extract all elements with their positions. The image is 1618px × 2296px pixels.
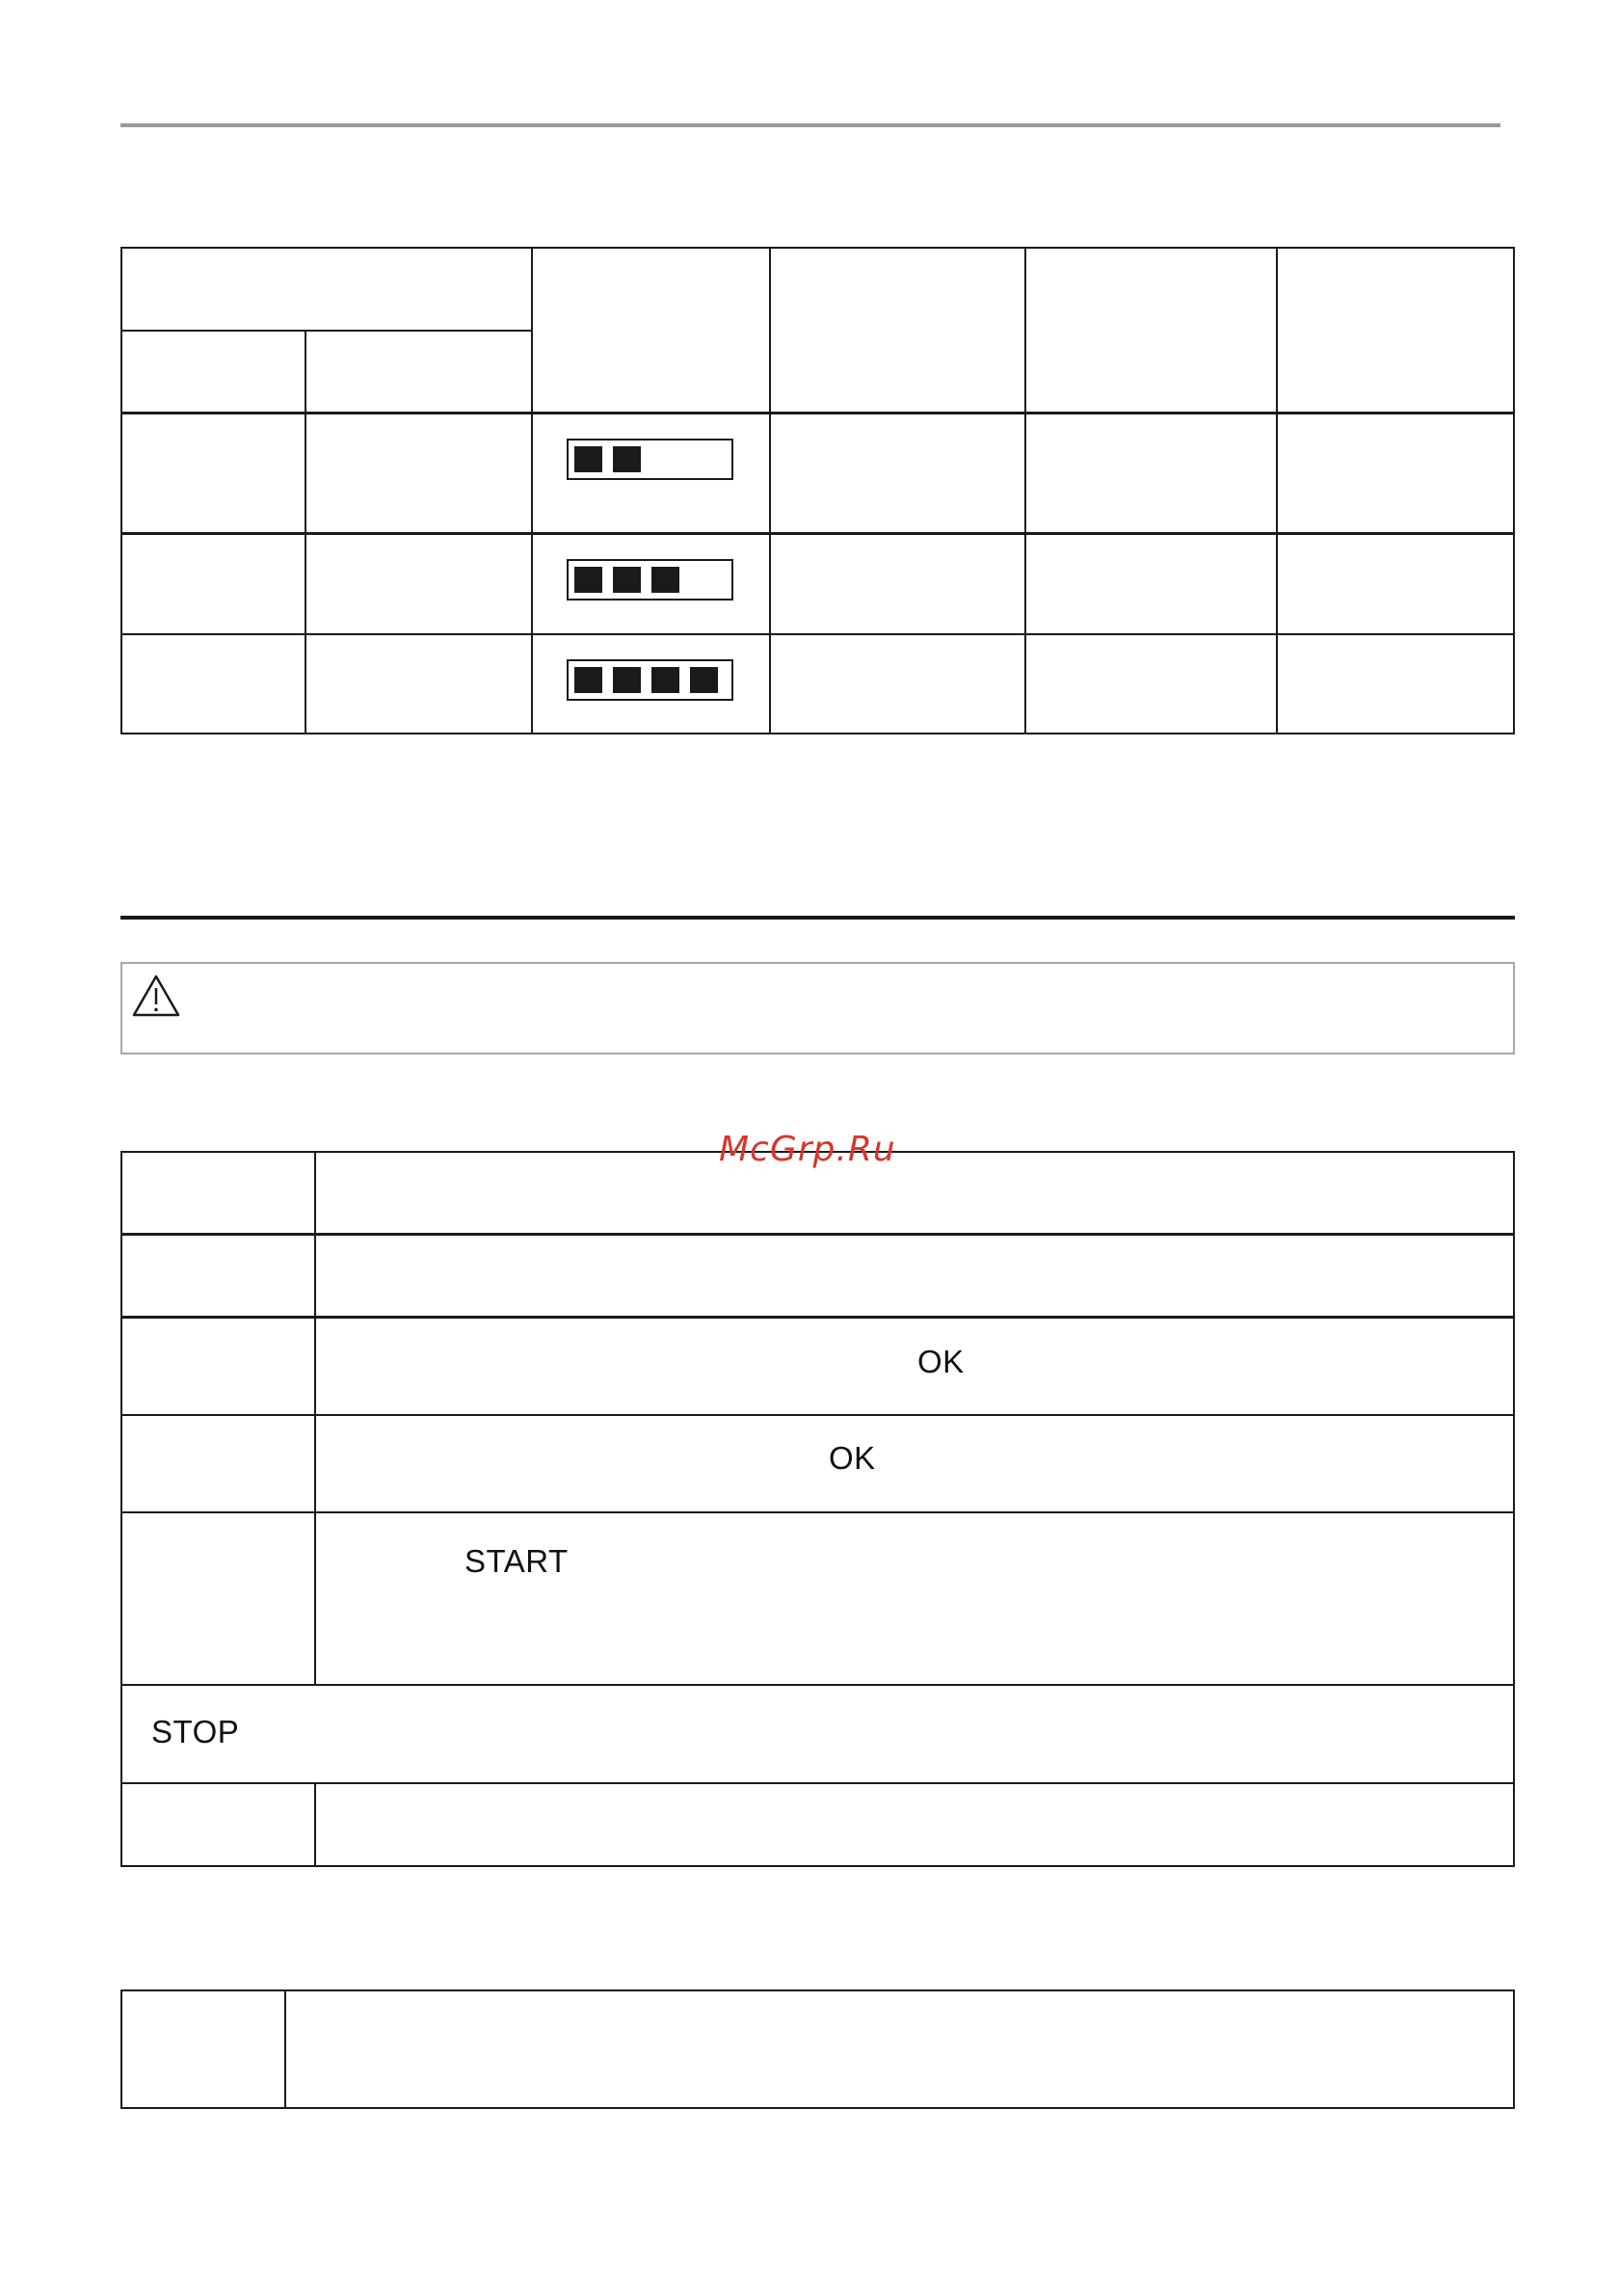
table-divider — [284, 1989, 286, 2109]
level-indicator-3 — [567, 559, 733, 601]
table-divider — [120, 1414, 1515, 1416]
table-divider — [1024, 247, 1026, 734]
table-divider — [120, 1233, 1515, 1236]
table-divider — [769, 247, 771, 734]
table-divider — [120, 532, 1515, 535]
table-divider — [120, 1316, 1515, 1319]
table-divider — [314, 1782, 316, 1867]
table-divider — [120, 1684, 1515, 1686]
level-segment — [613, 567, 641, 593]
table-divider — [120, 633, 1515, 635]
note-table — [120, 1989, 1515, 2109]
warning-triangle-icon — [131, 974, 181, 1018]
table-divider — [120, 412, 1515, 414]
level-segment — [574, 667, 602, 693]
header-rule — [120, 123, 1500, 127]
table-divider — [314, 1151, 316, 1684]
table-divider — [531, 247, 533, 734]
level-segment — [574, 446, 602, 472]
level-segment — [613, 667, 641, 693]
table-divider — [1276, 247, 1278, 734]
ok-label: OK — [917, 1344, 965, 1379]
level-segment — [613, 446, 641, 472]
watermark: McGrp.Ru — [719, 1130, 896, 1169]
section-rule — [120, 916, 1515, 920]
start-label: START — [464, 1543, 569, 1579]
table-divider — [120, 330, 533, 332]
table-divider — [305, 330, 306, 734]
level-segment — [651, 667, 679, 693]
warning-box — [120, 962, 1515, 1055]
table-divider — [120, 1782, 1515, 1784]
level-segment — [651, 567, 679, 593]
intensity-table — [120, 247, 1515, 734]
table-divider — [120, 1511, 1515, 1513]
stop-label: STOP — [151, 1714, 240, 1749]
level-segment — [690, 667, 718, 693]
level-indicator-4 — [567, 659, 733, 701]
ok-label: OK — [829, 1440, 876, 1476]
procedure-table — [120, 1151, 1515, 1867]
level-segment — [574, 567, 602, 593]
level-indicator-2 — [567, 439, 733, 480]
